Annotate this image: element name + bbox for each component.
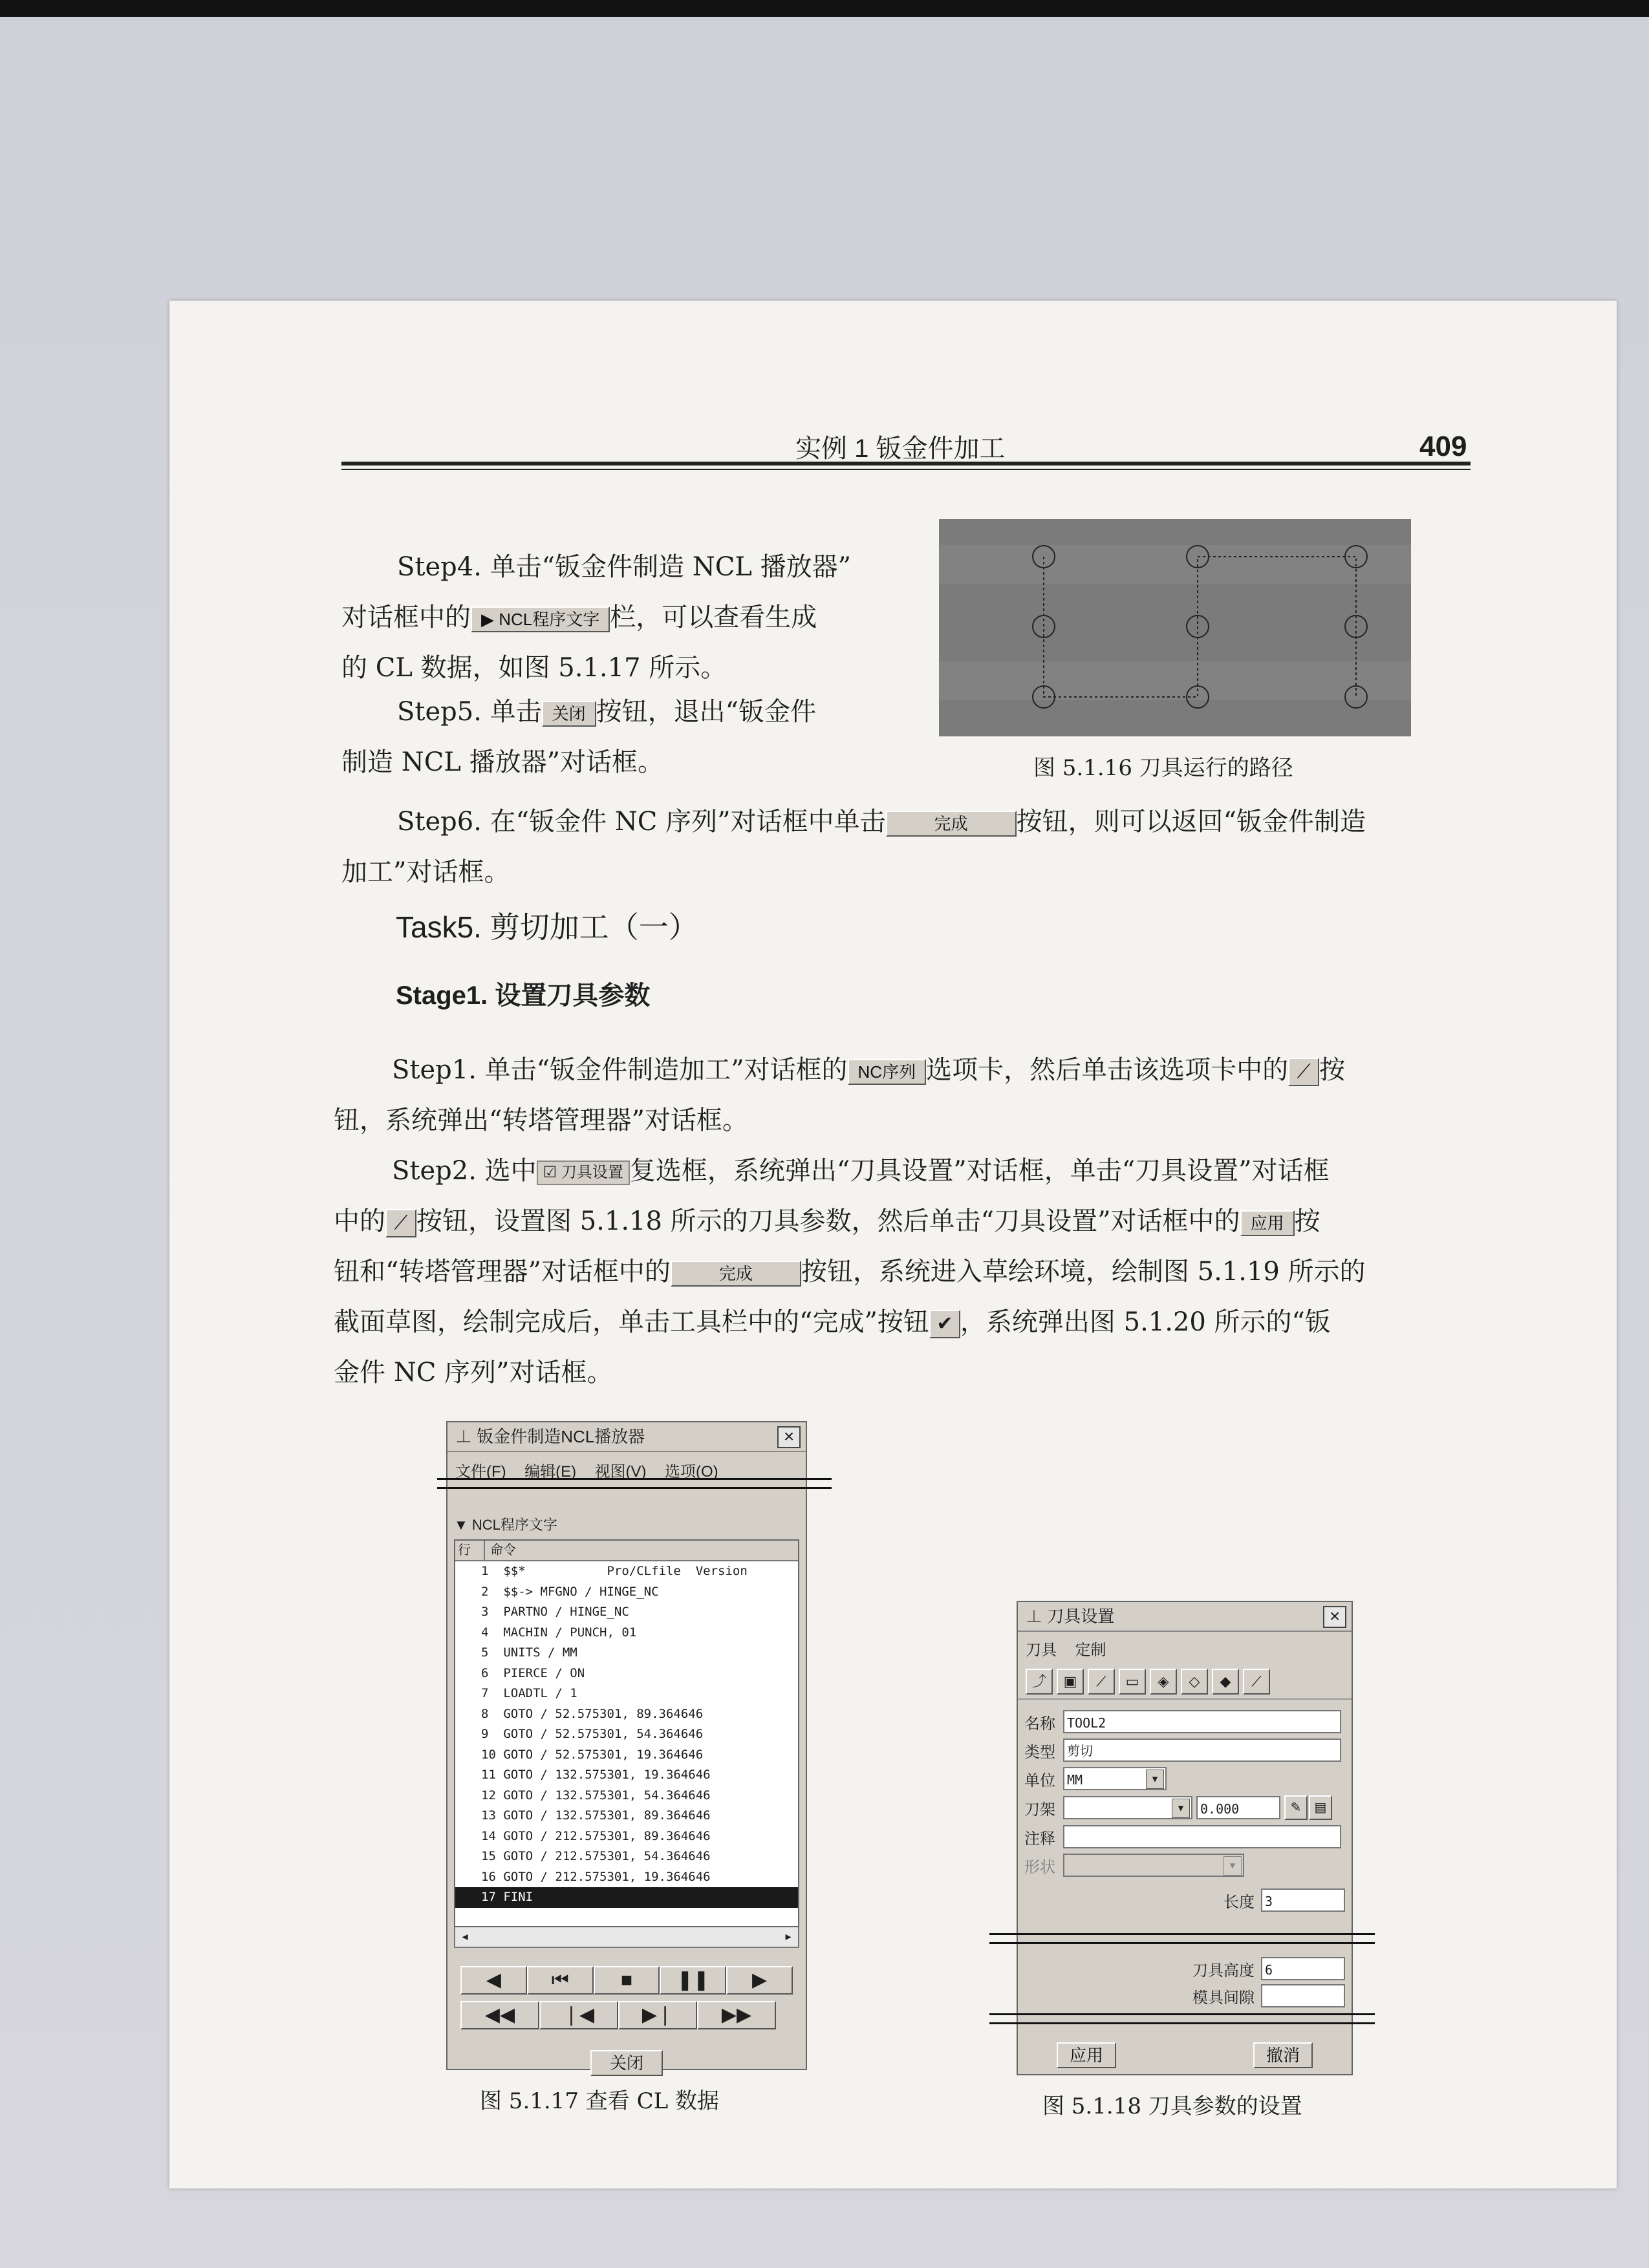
close-button[interactable]: 关闭 (590, 2050, 663, 2076)
step6-line2: 加工”对话框。 (341, 857, 510, 887)
tool-setup-titlebar (1018, 1602, 1352, 1632)
header-rule (341, 462, 1471, 465)
header-rule-thin (341, 469, 1471, 470)
cut-mark (989, 1933, 1375, 1935)
ncl-section-toggle[interactable]: ▼ NCL程序文字 (454, 1517, 557, 1533)
nc-sequence-tab[interactable]: NC序列 (848, 1059, 927, 1085)
ncl-line[interactable]: 3 PARTNO / HINGE_NC (481, 1605, 629, 1619)
ncl-line[interactable]: 12 GOTO / 132.575301, 54.364646 (481, 1788, 711, 1803)
fast-reverse-icon[interactable]: ◀◀ (460, 2001, 539, 2029)
save-icon[interactable]: ▣ (1057, 1669, 1084, 1695)
ncl-line[interactable]: 1 $$* Pro/CLfile Version (481, 1564, 748, 1578)
step-back-icon[interactable]: ❘◀ (539, 2001, 618, 2029)
running-header: 实例 1 钣金件加工 (795, 434, 1006, 463)
length-label: 长度 (1223, 1893, 1255, 1911)
step1-line2: 钮，系统弹出“转塔管理器”对话框。 (334, 1106, 748, 1135)
menu-view[interactable]: 视图(V) (594, 1463, 647, 1481)
ncl-player-dialog (446, 1421, 807, 2073)
menu-customize[interactable]: 定制 (1075, 1642, 1106, 1659)
step6-line1: Step6. 在“钣金件 NC 序列”对话框中单击 完成 按钮，则可以返回“钣金件制造 (397, 807, 1366, 837)
menu-options[interactable]: 选项(O) (665, 1463, 718, 1481)
chevron-down-icon[interactable]: ▼ (1223, 1856, 1242, 1876)
name-row (1024, 1710, 1345, 1733)
tool-menubar (1018, 1632, 1352, 1665)
step-forward-icon[interactable]: ▶❘ (618, 2001, 697, 2029)
ncl-line[interactable]: 11 GOTO / 132.575301, 19.364646 (481, 1768, 711, 1782)
diamond-icon[interactable]: ◈ (1150, 1669, 1177, 1695)
step-back-start-icon[interactable]: ⏮ (527, 1966, 594, 1995)
height-row (1024, 1957, 1345, 1980)
diamond-filled-icon[interactable]: ◆ (1212, 1669, 1239, 1695)
checkmark-icon[interactable]: ✔ (929, 1310, 960, 1338)
holder-offset-field[interactable]: 0.000 (1196, 1796, 1280, 1819)
ncl-line[interactable]: 17 FINI (455, 1887, 798, 1908)
die-gap-field[interactable] (1261, 1984, 1345, 2007)
ncl-line[interactable]: 2 $$-> MFGNO / HINGE_NC (481, 1584, 659, 1599)
done-button-inline-2[interactable]: 完成 (671, 1261, 801, 1287)
shape-select[interactable] (1063, 1854, 1244, 1877)
done-button-inline[interactable]: 完成 (886, 811, 1017, 837)
ncl-line[interactable]: 15 GOTO / 212.575301, 54.364646 (481, 1849, 711, 1863)
playback-row-2 (460, 2001, 793, 2029)
stage1-heading: Stage1. 设置刀具参数 (396, 981, 651, 1010)
ncl-line[interactable]: 16 GOTO / 212.575301, 19.364646 (481, 1869, 711, 1884)
step5-line1: Step5. 单击 关闭 按钮，退出“钣金件 (397, 697, 817, 727)
ncl-line[interactable]: 5 UNITS / MM (481, 1645, 577, 1660)
ncl-line[interactable]: 14 GOTO / 212.575301, 89.364646 (481, 1828, 711, 1843)
app-icon: ⊥ (1026, 1607, 1048, 1626)
ncl-line[interactable]: 6 PIERCE / ON (481, 1665, 585, 1680)
horizontal-scrollbar[interactable] (454, 1927, 799, 1948)
step2-line3: 钮和“转塔管理器”对话框中的 完成 按钮，系统进入草绘环境，绘制图 5.1.19 所示的 (334, 1257, 1366, 1287)
die-gap-label: 模具间隙 (1192, 1989, 1255, 2007)
close-icon[interactable]: × (777, 1426, 801, 1448)
cut-mark (989, 2013, 1375, 2015)
step2-line4: 截面草图，绘制完成后，单击工具栏中的“完成”按钮 ✔ ，系统弹出图 5.1.20 所示的“钣 (334, 1307, 1331, 1337)
pause-icon[interactable]: ❚❚ (660, 1966, 726, 1995)
cut-mark (989, 1942, 1375, 1944)
tool-path-svg (939, 519, 1411, 736)
tool-setup-title: 刀具设置 (1047, 1607, 1115, 1626)
stop-icon[interactable]: ■ (594, 1966, 660, 1995)
col-command: 命令 (490, 1543, 516, 1557)
unit-label: 单位 (1024, 1771, 1055, 1790)
shape-label: 形状 (1024, 1858, 1055, 1876)
ncl-line[interactable]: 4 MACHIN / PUNCH, 01 (481, 1625, 637, 1640)
scan-edge (0, 0, 1649, 17)
tool-toolbar (1018, 1665, 1352, 1700)
tool-buttons (1024, 2042, 1345, 2068)
reverse-play-icon[interactable]: ◀ (460, 1966, 527, 1995)
chevron-down-icon[interactable]: ▼ (1172, 1799, 1190, 1818)
holder-row (1024, 1795, 1345, 1820)
comment-field[interactable] (1063, 1825, 1341, 1848)
length-row (1024, 1888, 1345, 1912)
holder-label: 刀架 (1024, 1801, 1055, 1819)
type-row (1024, 1738, 1345, 1762)
ncl-line[interactable]: 8 GOTO / 52.575301, 89.364646 (481, 1706, 704, 1721)
fast-forward-icon[interactable]: ▶▶ (697, 2001, 776, 2029)
step4-line1: Step4. 单击“钣金件制造 NCL 播放器” (397, 552, 852, 582)
play-icon[interactable]: ▶ (726, 1966, 793, 1995)
name-label: 名称 (1024, 1715, 1055, 1733)
figure-5-1-17-caption: 图 5.1.17 查看 CL 数据 (480, 2088, 719, 2114)
step5-line2: 制造 NCL 播放器”对话框。 (341, 747, 664, 777)
table-icon[interactable]: ▤ (1309, 1795, 1332, 1820)
close-button-inline[interactable]: 关闭 (542, 701, 596, 727)
name-field[interactable]: TOOL2 (1063, 1710, 1341, 1733)
tool-setup-checkbox[interactable]: ☑ 刀具设置 (537, 1161, 630, 1185)
ncl-close-row (447, 2050, 806, 2076)
ncl-lines (455, 1561, 798, 1908)
cut-mark (437, 1478, 832, 1480)
comment-label: 注释 (1024, 1830, 1055, 1848)
edit-icon[interactable]: ✎ (1284, 1795, 1308, 1820)
ncl-line[interactable]: 7 LOADTL / 1 (481, 1686, 577, 1700)
comment-row (1024, 1825, 1345, 1848)
step2-line2: 中的 ⟋ 按钮，设置图 5.1.18 所示的刀具参数，然后单击“刀具设置”对话框中的 应用 按 (334, 1206, 1320, 1236)
playback-row-1 (460, 1966, 793, 1995)
type-label: 类型 (1024, 1743, 1055, 1761)
chevron-down-icon[interactable]: ▼ (1146, 1770, 1164, 1789)
scroll-right-icon[interactable]: ▸ (785, 1930, 792, 1943)
scroll-left-icon[interactable]: ◂ (462, 1930, 468, 1943)
rectangle-icon[interactable]: ▭ (1119, 1669, 1146, 1695)
tool-height-label: 刀具高度 (1192, 1962, 1255, 1980)
menu-file[interactable]: 文件(F) (455, 1463, 506, 1481)
page-number: 409 (1419, 431, 1467, 462)
length-field[interactable]: 3 (1261, 1888, 1345, 1912)
unit-select[interactable]: MM ▼ (1063, 1767, 1167, 1790)
menu-tool[interactable]: 刀具 (1026, 1642, 1057, 1659)
holder-select[interactable] (1063, 1796, 1192, 1819)
type-field[interactable]: 剪切 (1063, 1738, 1341, 1762)
cut-mark (437, 1487, 832, 1489)
ncl-line[interactable]: 10 GOTO / 52.575301, 19.364646 (481, 1747, 704, 1762)
tool-shape-icon[interactable]: ⟋ (1088, 1669, 1115, 1695)
step1-line1: Step1. 单击“钣金件制造加工”对话框的 NC序列 选项卡，然后单击该选项卡中的 ⟋ 按 (392, 1055, 1346, 1085)
step4-line3: 的 CL 数据，如图 5.1.17 所示。 (341, 653, 727, 683)
ncl-column-header (455, 1541, 798, 1561)
step4-line2: 对话框中的 ▶ NCL程序文字 栏，可以查看生成 (341, 603, 817, 632)
tool-setup-dialog (1017, 1601, 1353, 2075)
col-line: 行 (455, 1541, 485, 1560)
tool-edit-icon[interactable]: ⟋ (385, 1209, 416, 1237)
cancel-button[interactable]: 撤消 (1253, 2042, 1313, 2068)
gap-row (1024, 1984, 1345, 2007)
open-icon[interactable]: ⤴ (1026, 1669, 1053, 1695)
step2-line5: 金件 NC 序列”对话框。 (334, 1358, 613, 1387)
apply-button[interactable]: 应用 (1057, 2042, 1116, 2068)
close-icon[interactable]: × (1323, 1606, 1346, 1628)
app-icon: ⊥ (455, 1427, 477, 1446)
triangle-down-icon: ▼ (454, 1517, 472, 1533)
ncl-player-titlebar (447, 1422, 806, 1452)
figure-5-1-18-caption: 图 5.1.18 刀具参数的设置 (1042, 2093, 1302, 2119)
step2-line1: Step2. 选中 ☑ 刀具设置 复选框，系统弹出“刀具设置”对话框，单击“刀具设置”对话框 (392, 1156, 1330, 1186)
task5-heading: Task5. 剪切加工（一） (396, 910, 698, 944)
tool-path-figure (939, 519, 1411, 736)
ncl-line[interactable]: 9 GOTO / 52.575301, 54.364646 (481, 1727, 704, 1741)
diamond-outline-icon[interactable]: ◇ (1181, 1669, 1208, 1695)
slash-icon[interactable]: ⟋ (1243, 1669, 1270, 1695)
unit-row (1024, 1767, 1345, 1790)
menu-edit[interactable]: 编辑(E) (524, 1463, 577, 1481)
figure-5-1-16-caption: 图 5.1.16 刀具运行的路径 (1033, 755, 1293, 781)
ncl-text-bar-button[interactable]: ▶ NCL程序文字 (471, 606, 610, 632)
turret-manager-icon[interactable]: ⟋ (1288, 1058, 1319, 1086)
cut-mark (989, 2022, 1375, 2024)
tool-height-field[interactable]: 6 (1261, 1957, 1345, 1980)
ncl-player-title: 钣金件制造NCL播放器 (477, 1427, 645, 1446)
shape-row (1024, 1854, 1345, 1877)
ncl-line[interactable]: 13 GOTO / 132.575301, 89.364646 (481, 1808, 711, 1823)
ncl-code-list[interactable] (454, 1539, 799, 1927)
apply-button-inline[interactable]: 应用 (1240, 1210, 1295, 1236)
